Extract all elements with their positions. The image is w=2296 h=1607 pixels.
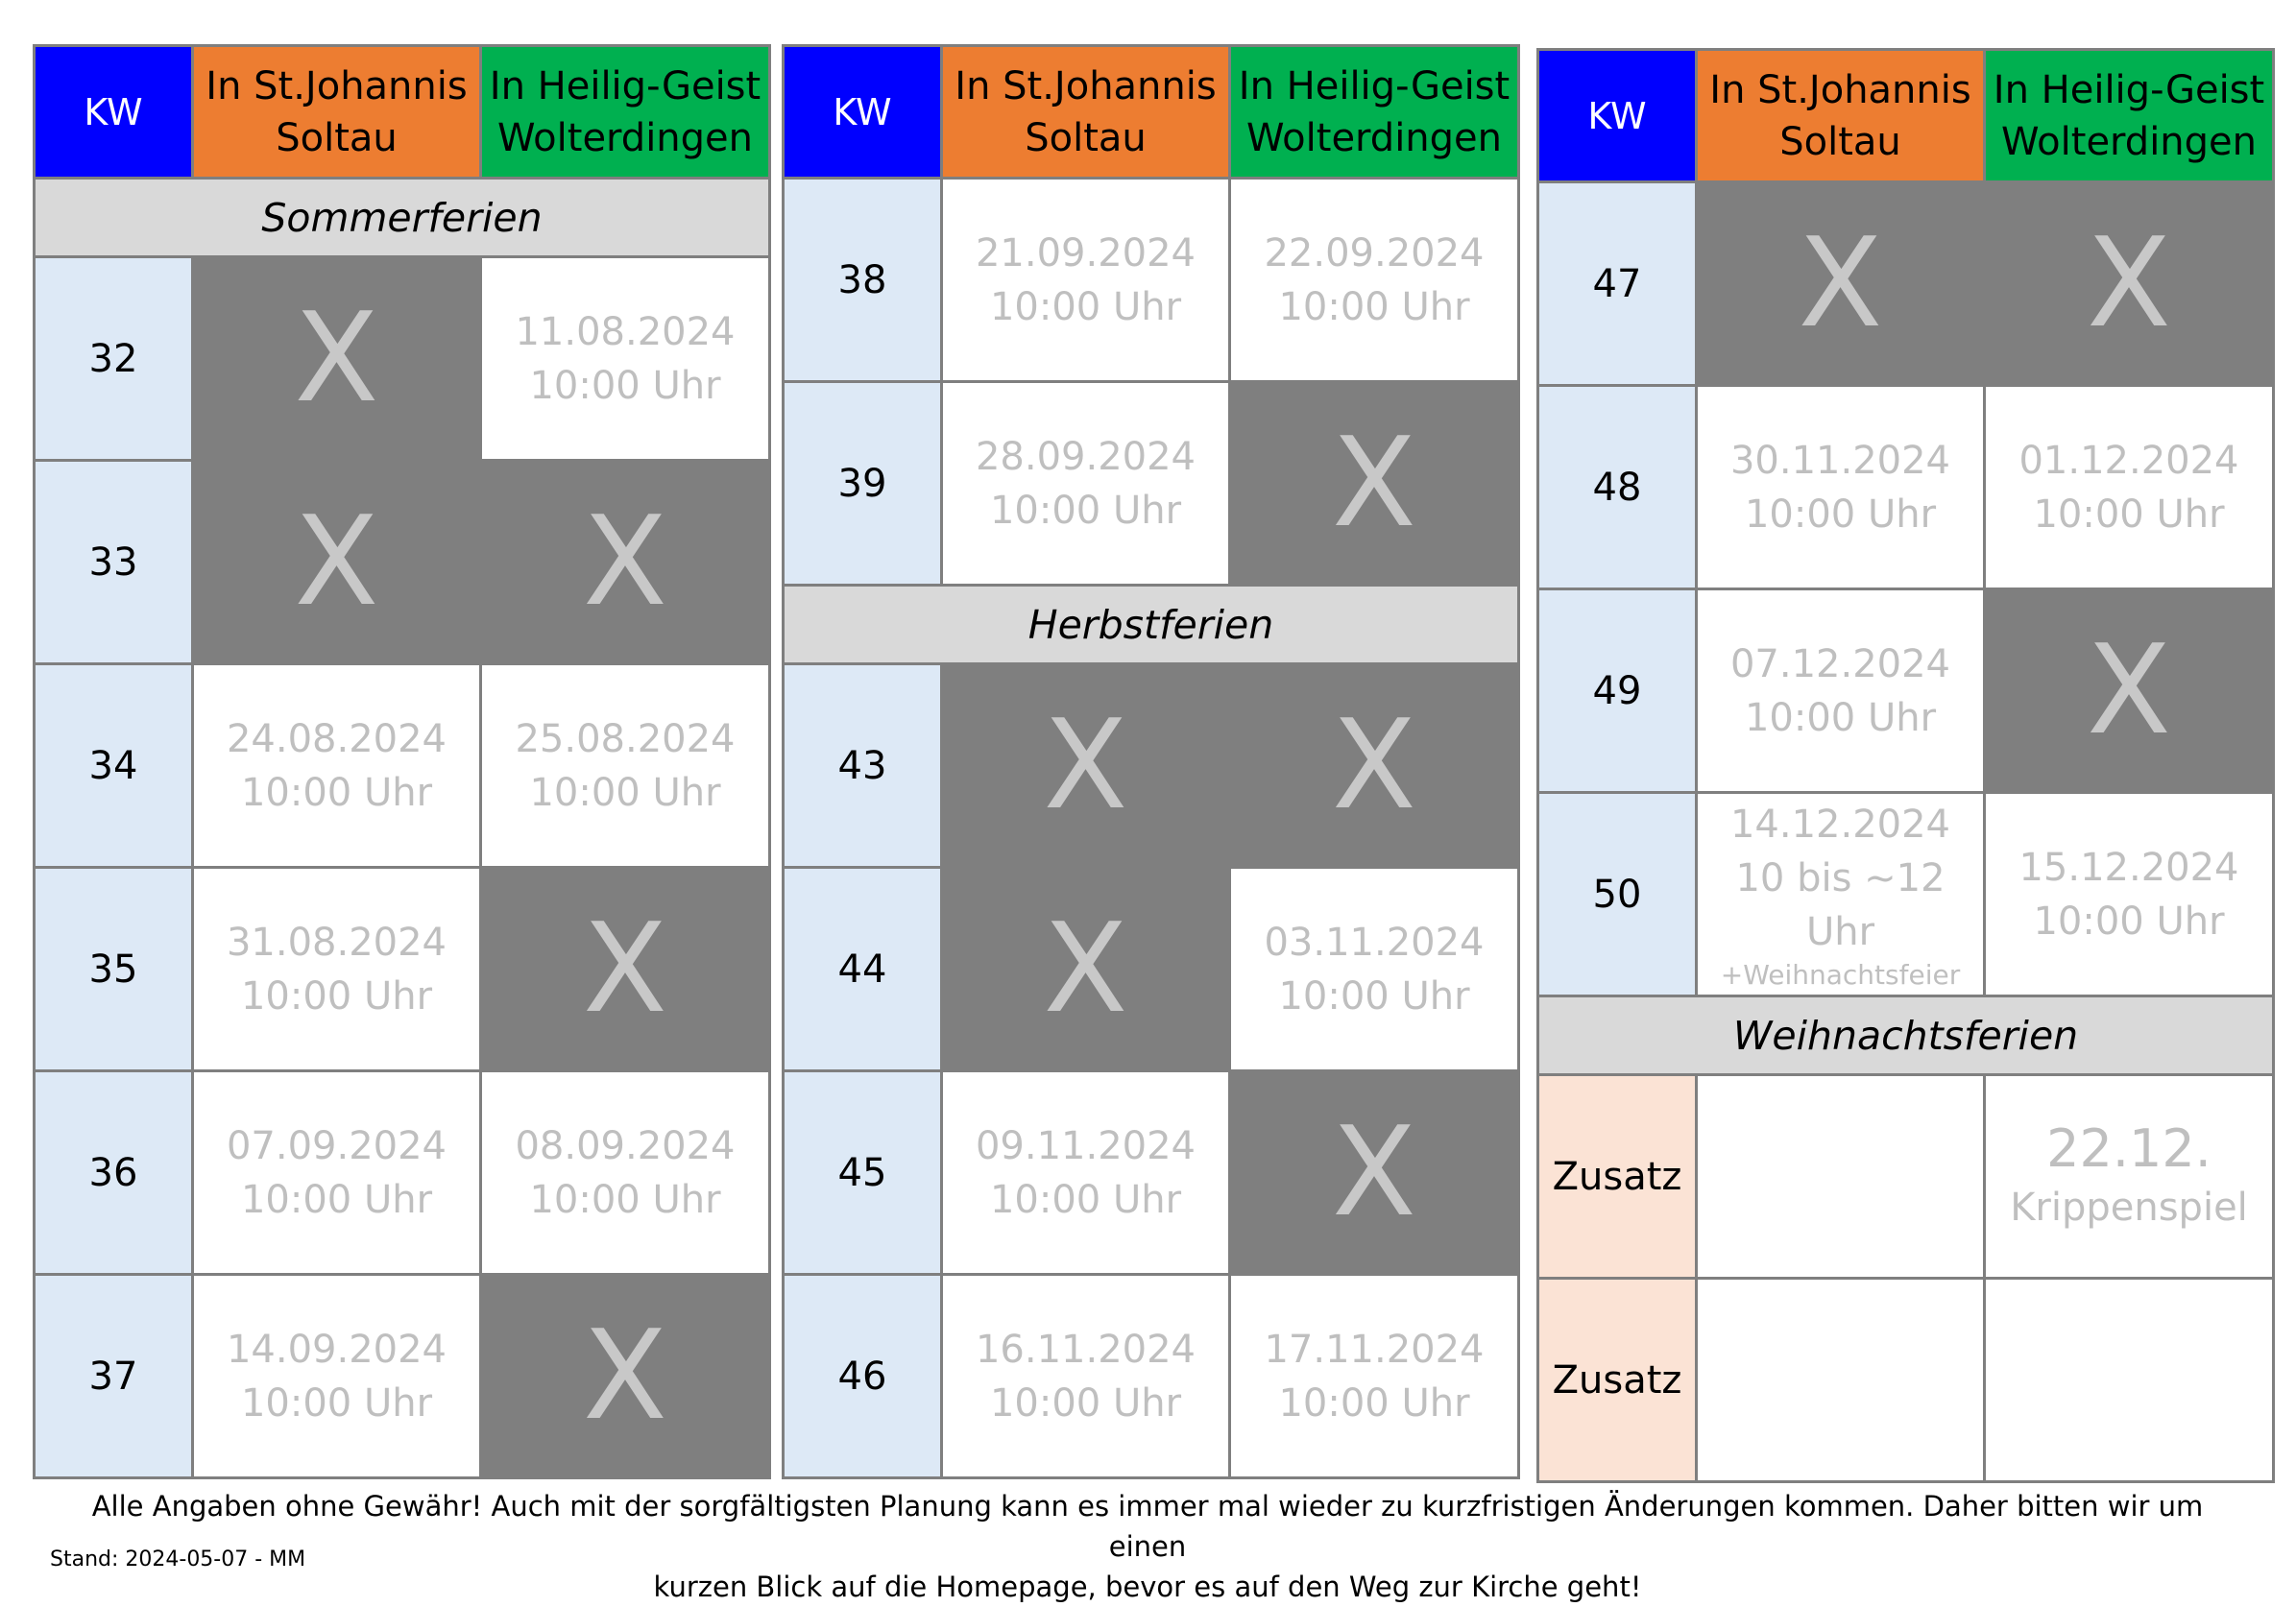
zusatz-label: Zusatz (1538, 1075, 1697, 1279)
service-date: 30.11.2024 10:00 Uhr (1697, 386, 1985, 589)
table-row (35, 461, 770, 664)
no-service-mark: X (193, 461, 481, 664)
table-row (1538, 793, 2274, 996)
empty-cell (1985, 1279, 2274, 1482)
service-date: 03.11.2024 10:00 Uhr (1230, 868, 1519, 1071)
table-row (784, 664, 1519, 868)
kw-number: 45 (784, 1071, 942, 1275)
table-row (784, 382, 1519, 586)
no-service-mark: X (1697, 182, 1985, 386)
holiday-row (35, 179, 770, 257)
wolterdingen-header: In Heilig-Geist Wolterdingen (1230, 46, 1519, 179)
service-date: 14.12.2024 10 bis ~12 Uhr +Weihnachtsfeier (1697, 793, 1985, 996)
schedule-column-1 (33, 44, 768, 1479)
table-row (1538, 386, 2274, 589)
kw-number: 38 (784, 179, 942, 382)
no-service-mark: X (942, 664, 1230, 868)
holiday-label-sommerferien: Sommerferien (35, 179, 770, 257)
kw-number: 37 (35, 1275, 193, 1478)
service-date: 25.08.2024 10:00 Uhr (481, 664, 770, 868)
table-row (784, 1275, 1519, 1478)
soltau-header: In St.Johannis Soltau (942, 46, 1230, 179)
empty-cell (1697, 1075, 1985, 1279)
kw-number: 33 (35, 461, 193, 664)
no-service-mark: X (481, 868, 770, 1071)
kw-number: 34 (35, 664, 193, 868)
wolterdingen-header: In Heilig-Geist Wolterdingen (481, 46, 770, 179)
header-row (784, 46, 1519, 179)
no-service-mark: X (1230, 664, 1519, 868)
table-row (1538, 182, 2274, 386)
service-date: 16.11.2024 10:00 Uhr (942, 1275, 1230, 1478)
table-row (35, 257, 770, 461)
no-service-mark: X (481, 461, 770, 664)
kw-number: 46 (784, 1275, 942, 1478)
wolterdingen-header: In Heilig-Geist Wolterdingen (1985, 50, 2274, 182)
service-date: 09.11.2024 10:00 Uhr (942, 1071, 1230, 1275)
service-date: 21.09.2024 10:00 Uhr (942, 179, 1230, 382)
kw-header: KW (784, 46, 942, 179)
table-row (35, 664, 770, 868)
service-date: 01.12.2024 10:00 Uhr (1985, 386, 2274, 589)
kw-header: KW (35, 46, 193, 179)
holiday-label-weihnachtsferien: Weihnachtsferien (1538, 996, 2274, 1075)
service-date: 28.09.2024 10:00 Uhr (942, 382, 1230, 586)
disclaimer-note (77, 1486, 2218, 1607)
kw-number: 39 (784, 382, 942, 586)
empty-cell (1697, 1279, 1985, 1482)
holiday-row (1538, 996, 2274, 1075)
service-date: 15.12.2024 10:00 Uhr (1985, 793, 2274, 996)
disclaimer-line-1: Alle Angaben ohne Gewähr! Auch mit der sorgfältigsten Planung kann es immer mal wieder zu kurzfristigen Änderungen kommen. Daher bitten wir um einen (91, 1490, 2204, 1564)
no-service-mark: X (1985, 589, 2274, 793)
service-date: 24.08.2024 10:00 Uhr (193, 664, 481, 868)
table-row (784, 179, 1519, 382)
kw-number: 43 (784, 664, 942, 868)
event-note: +Weihnachtsfeier (1720, 958, 1961, 991)
service-date: 22.09.2024 10:00 Uhr (1230, 179, 1519, 382)
no-service-mark: X (481, 1275, 770, 1478)
kw-number: 47 (1538, 182, 1697, 386)
kw-number: 44 (784, 868, 942, 1071)
schedule-table (1536, 48, 2275, 1483)
table-row (1538, 1075, 2274, 1279)
table-row (35, 868, 770, 1071)
no-service-mark: X (942, 868, 1230, 1071)
version-stamp: Stand: 2024-05-07 - MM (50, 1547, 306, 1571)
kw-number: 32 (35, 257, 193, 461)
table-row (1538, 589, 2274, 793)
service-date: 07.12.2024 10:00 Uhr (1697, 589, 1985, 793)
disclaimer-line-2: kurzen Blick auf die Homepage, bevor es auf den Weg zur Kirche geht! (653, 1571, 1642, 1604)
no-service-mark: X (1230, 382, 1519, 586)
soltau-header: In St.Johannis Soltau (193, 46, 481, 179)
holiday-label-herbstferien: Herbstferien (784, 586, 1519, 664)
service-date: 07.09.2024 10:00 Uhr (193, 1071, 481, 1275)
kw-header: KW (1538, 50, 1697, 182)
schedule-table (33, 44, 771, 1479)
service-date: 31.08.2024 10:00 Uhr (193, 868, 481, 1071)
table-row (35, 1275, 770, 1478)
table-row (784, 868, 1519, 1071)
kw-number: 49 (1538, 589, 1697, 793)
service-date: 17.11.2024 10:00 Uhr (1230, 1275, 1519, 1478)
kw-number: 50 (1538, 793, 1697, 996)
header-row (1538, 50, 2274, 182)
header-row (35, 46, 770, 179)
service-date: 11.08.2024 10:00 Uhr (481, 257, 770, 461)
kw-number: 35 (35, 868, 193, 1071)
kw-number: 36 (35, 1071, 193, 1275)
no-service-mark: X (1985, 182, 2274, 386)
kw-number: 48 (1538, 386, 1697, 589)
soltau-header: In St.Johannis Soltau (1697, 50, 1985, 182)
no-service-mark: X (1230, 1071, 1519, 1275)
schedule-column-3 (1536, 48, 2272, 1483)
schedule-column-2 (782, 44, 1517, 1479)
table-row (35, 1071, 770, 1275)
table-row (784, 1071, 1519, 1275)
table-row (1538, 1279, 2274, 1482)
service-date: 08.09.2024 10:00 Uhr (481, 1071, 770, 1275)
service-date: 14.09.2024 10:00 Uhr (193, 1275, 481, 1478)
service-date: 22.12. Krippenspiel (1985, 1075, 2274, 1279)
zusatz-label: Zusatz (1538, 1279, 1697, 1482)
holiday-row (784, 586, 1519, 664)
schedule-table (782, 44, 1520, 1479)
no-service-mark: X (193, 257, 481, 461)
